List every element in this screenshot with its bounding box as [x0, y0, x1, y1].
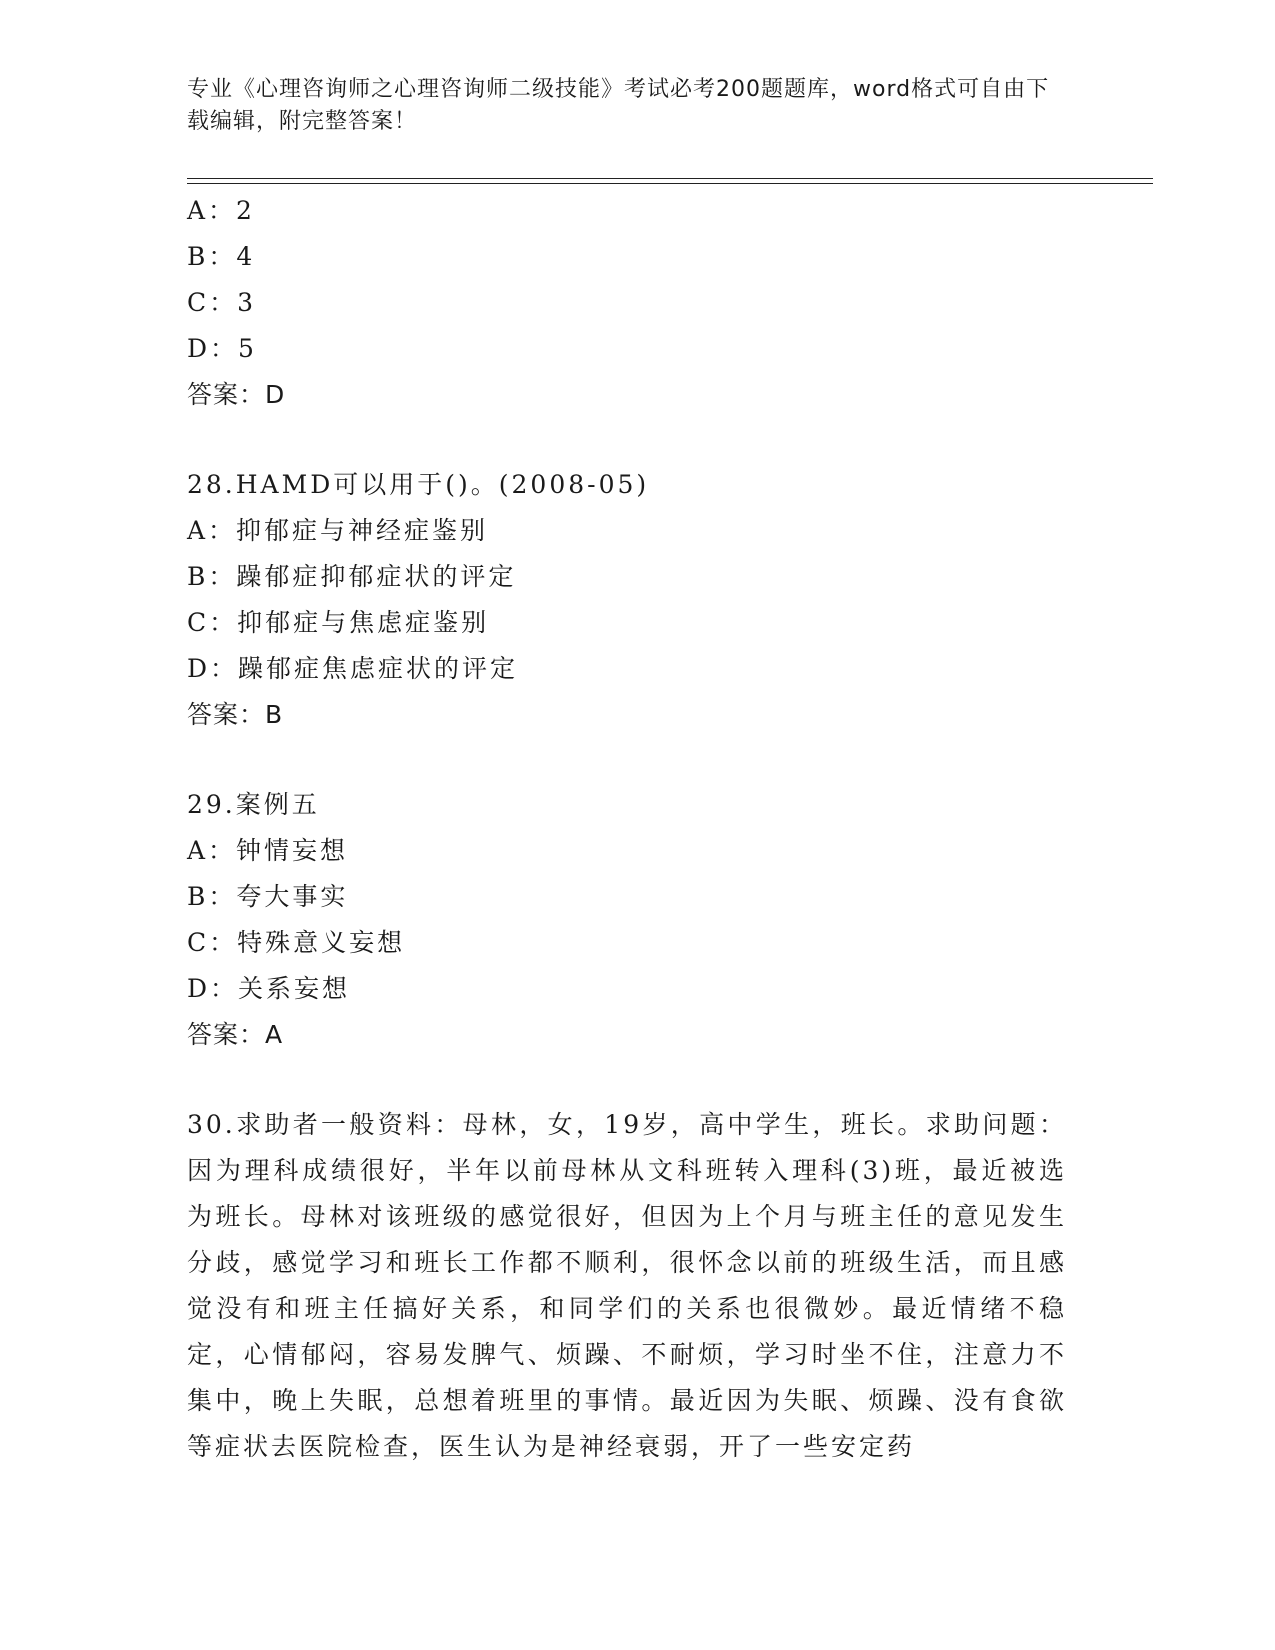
question-block-29: [187, 782, 1087, 1058]
answer-line: 答案：D: [187, 380, 286, 409]
question-title: 28.HAMD可以用于()。(2008-05): [187, 470, 650, 499]
case-paragraph: 30.求助者一般资料：母林，女，19岁，高中学生，班长。求助问题：因为理科成绩很好，半年以前母林从文科班转入理科(3)班，最近被选为班长。母林对该班级的感觉很好，但因为上个月与班主任的意见发生分歧，感觉学习和班长工作都不顺利，很怀念以前的班级生活，而且感觉没有和班主任搞好关系，和同学们的关系也很微妙。最近情绪不稳定，心情郁闷，容易发脾气、烦躁、不耐烦，学习时坐不住，注意力不集中，晚上失眠，总想着班里的事情。最近因为失眠、烦躁、没有食欲等症状去医院检查，医生认为是神经衰弱，开了一些安定药: [187, 1110, 1067, 1461]
answer-line: 答案：A: [187, 1020, 284, 1049]
option-a: A：钟情妄想: [187, 836, 349, 865]
option-c: C：特殊意义妄想: [187, 928, 406, 957]
question-title: 29.案例五: [187, 790, 320, 819]
header-divider-top: [187, 178, 1153, 179]
option-a: A：抑郁症与神经症鉴别: [187, 516, 489, 545]
spacer: [187, 418, 1087, 462]
option-c: C：抑郁症与焦虑症鉴别: [187, 608, 490, 637]
option-b: B：夸大事实: [187, 882, 349, 911]
question-block-30: [187, 1102, 1087, 1470]
option-b: B：4: [187, 242, 256, 271]
document-header: 专业《心理咨询师之心理咨询师二级技能》考试必考200题题库，word格式可自由下载编辑，附完整答案！: [187, 77, 1050, 134]
spacer: [187, 738, 1087, 782]
option-d: D：5: [187, 334, 257, 363]
header-divider-bottom: [187, 183, 1153, 184]
question-block-28: [187, 462, 1087, 738]
spacer: [187, 1058, 1087, 1102]
option-b: B：躁郁症抑郁症状的评定: [187, 562, 517, 591]
option-d: D：躁郁症焦虑症状的评定: [187, 654, 519, 683]
question-block-27: [187, 188, 1087, 418]
option-d: D：关系妄想: [187, 974, 351, 1003]
question-content: [187, 188, 1087, 1470]
option-c: C：3: [187, 288, 257, 317]
answer-line: 答案：B: [187, 700, 284, 729]
option-a: A：2: [187, 196, 255, 225]
